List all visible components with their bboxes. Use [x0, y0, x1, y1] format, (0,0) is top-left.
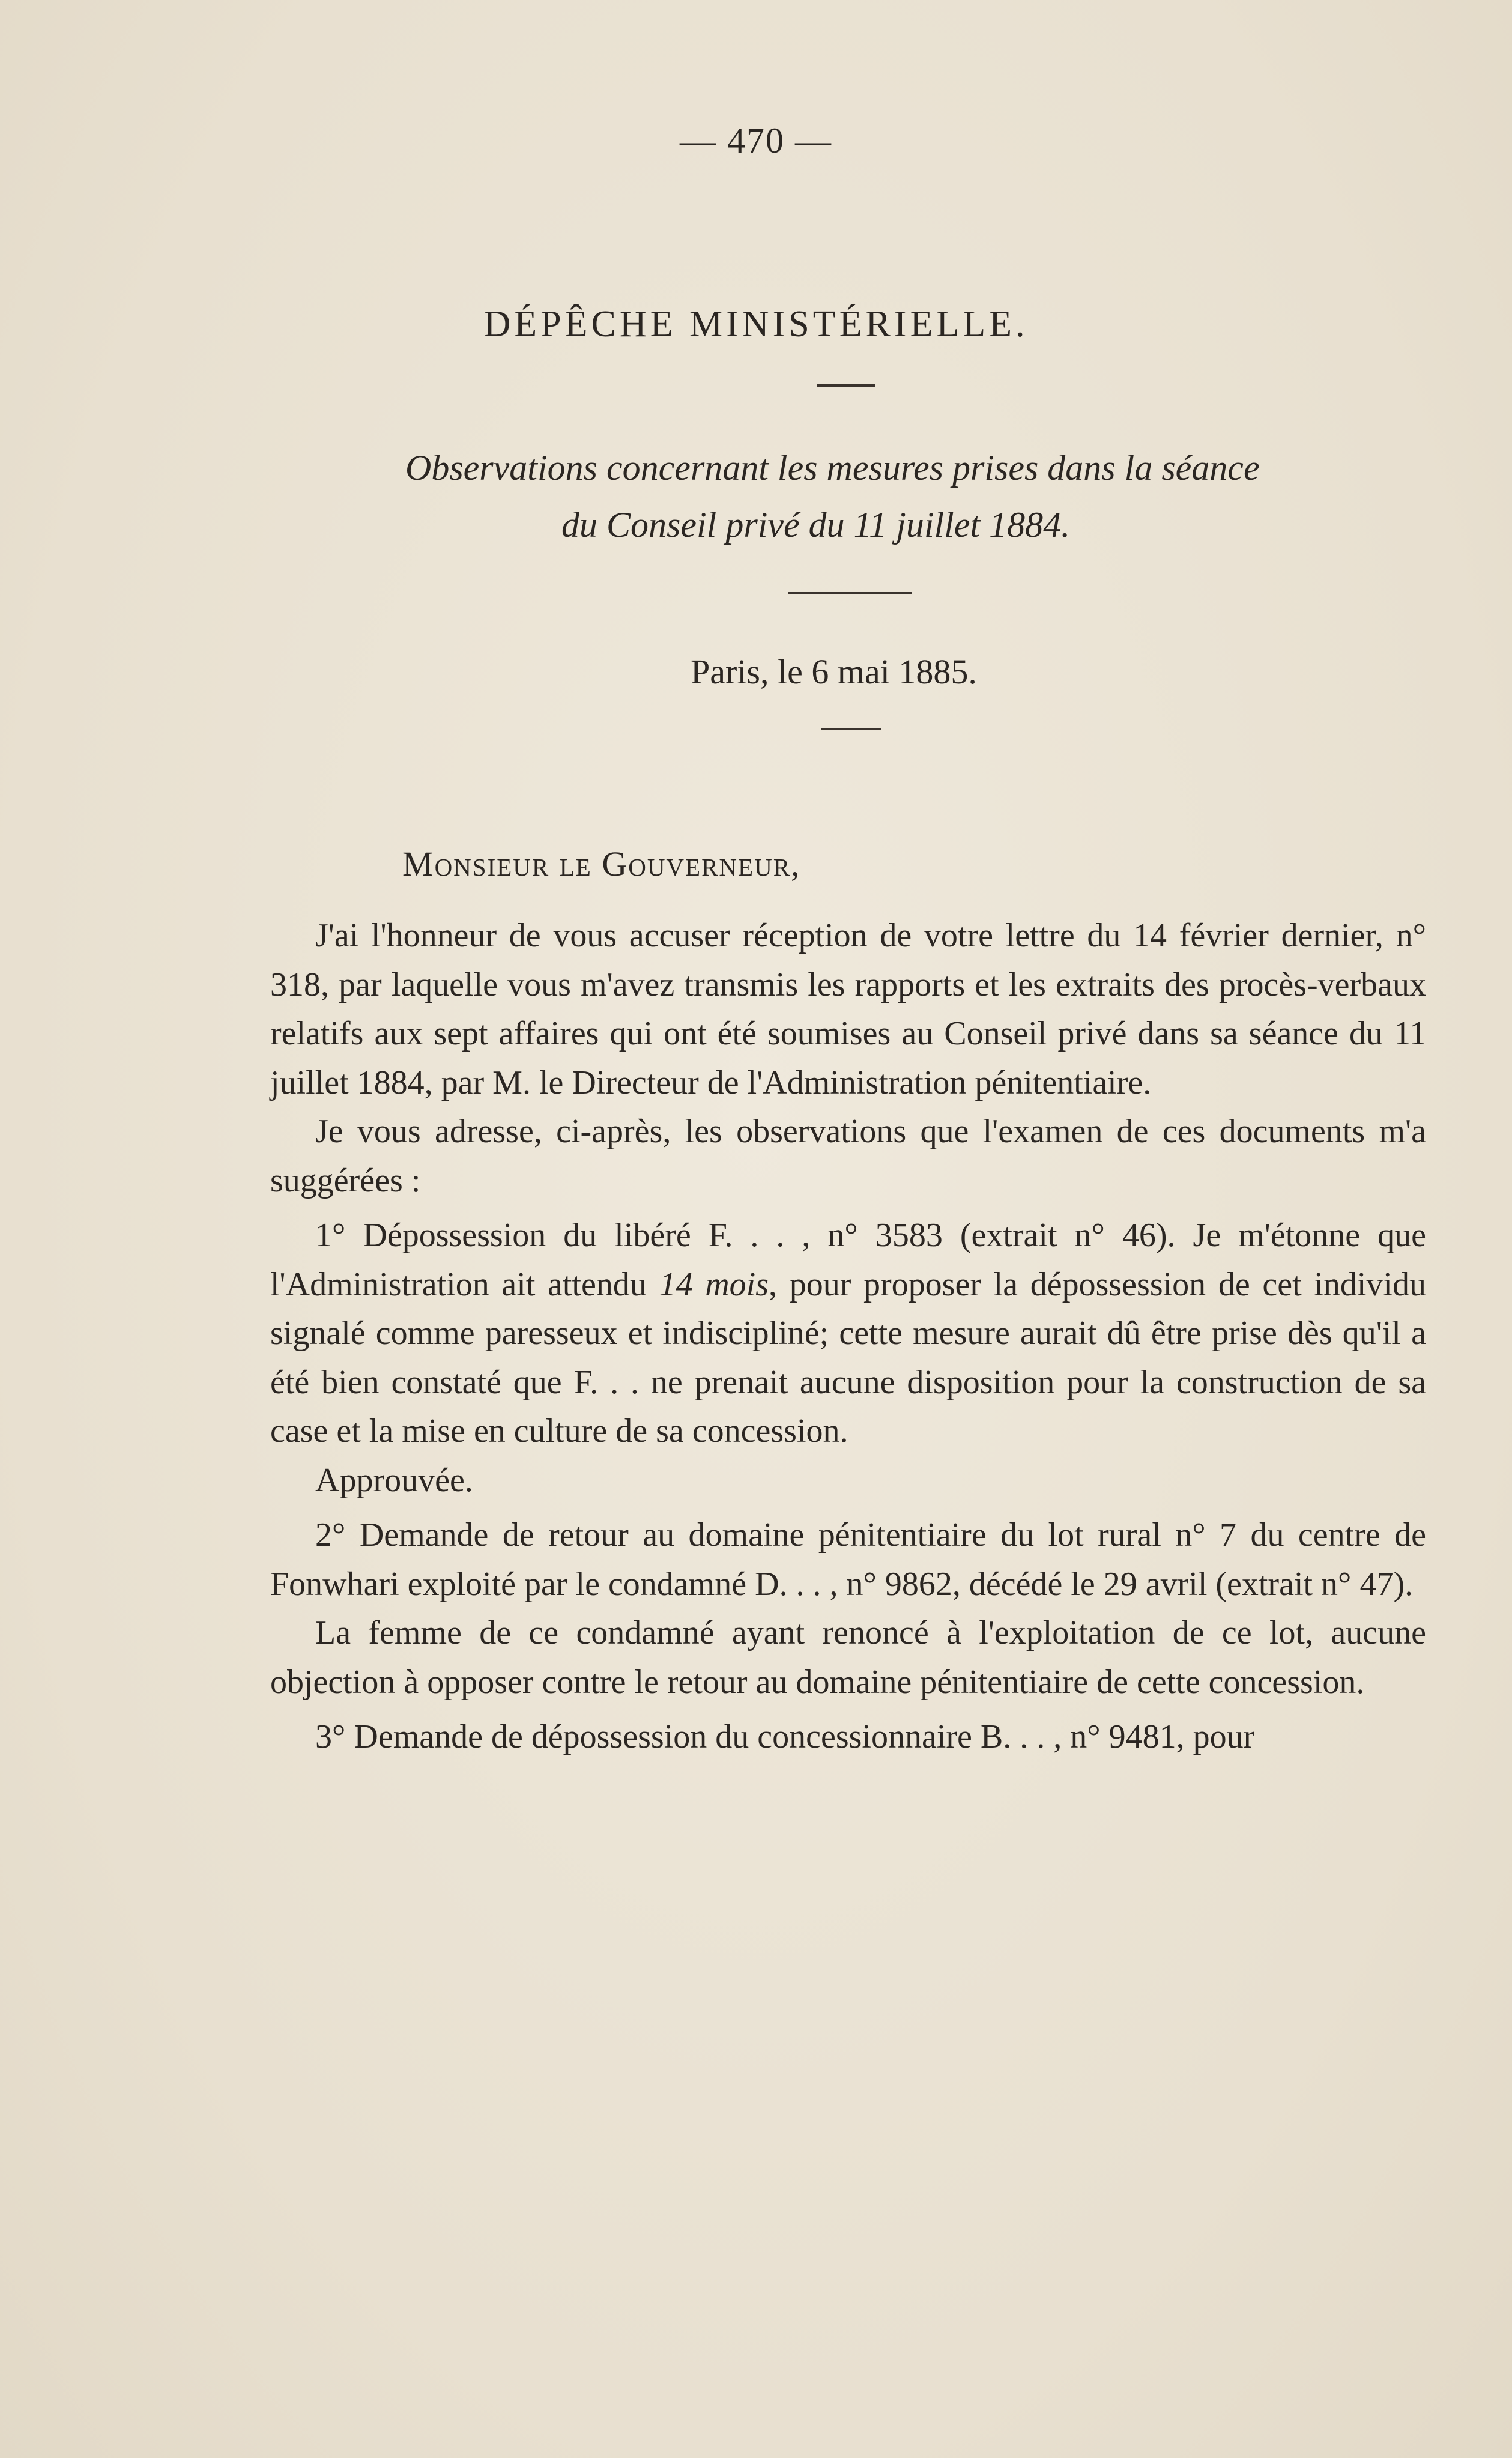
- paragraph: Je vous adresse, ci-après, les observations que l'examen de ces documents m'a suggérées :: [270, 1113, 1426, 1199]
- subtitle-line-2: du Conseil privé du 11 juillet 1884.: [561, 505, 1071, 545]
- page-number: — 470 —: [680, 121, 832, 160]
- paragraph: 2° Demande de retour au domaine pénitentiaire du lot rural n° 7 du centre de Fonwhari exploité par le condamné D. . . , n° 9862, décédé le 29 avril (extrait n° 47).: [270, 1516, 1426, 1603]
- paragraph-text: 1° Dépossession du libéré F. . . , n° 3583 (extrait n° 46). Je m'étonne que l'Administration ait attendu: [270, 1217, 1426, 1303]
- divider: [788, 592, 912, 594]
- paragraph: J'ai l'honneur de vous accuser réception de votre lettre du 14 février dernier, n° 318, par laquelle vous m'avez transmis les rapports et les extraits des procès-verbaux relatifs aux sept affaires qui ont été soumises au Conseil privé dans sa séance du 11 juillet 1884, par M. le Directeur de l'Administration pénitentiaire.: [270, 917, 1426, 1101]
- paragraph: 3° Demande de dépossession du concessionnaire B. . . , n° 9481, pour: [315, 1718, 1255, 1755]
- dateline: Paris, le 6 mai 1885.: [691, 652, 977, 691]
- divider: [817, 384, 875, 387]
- paragraph: Approuvée.: [315, 1461, 473, 1499]
- paragraph: [270, 1211, 1426, 1456]
- paragraph-text: , pour proposer la dépossession de cet individu signalé comme paresseux et indiscipliné; cette mesure aurait dû être prise dès qu'il a été bien constaté que F. . . ne prenait aucune disposition pour la construction de sa case et la mise en culture de sa concession.: [270, 1265, 1426, 1450]
- subtitle-line-1: Observations concernant les mesures prises dans la séance: [405, 448, 1260, 488]
- emphasis-text: 14 mois: [659, 1265, 769, 1303]
- divider: [821, 728, 881, 730]
- letter-body: [270, 912, 1426, 1762]
- page-title: DÉPÊCHE MINISTÉRIELLE.: [483, 304, 1029, 345]
- salutation: Monsieur le Gouverneur,: [402, 844, 801, 883]
- paragraph: La femme de ce condamné ayant renoncé à l'exploitation de ce lot, aucune objection à opposer contre le retour au domaine pénitentiaire de cette concession.: [270, 1614, 1426, 1701]
